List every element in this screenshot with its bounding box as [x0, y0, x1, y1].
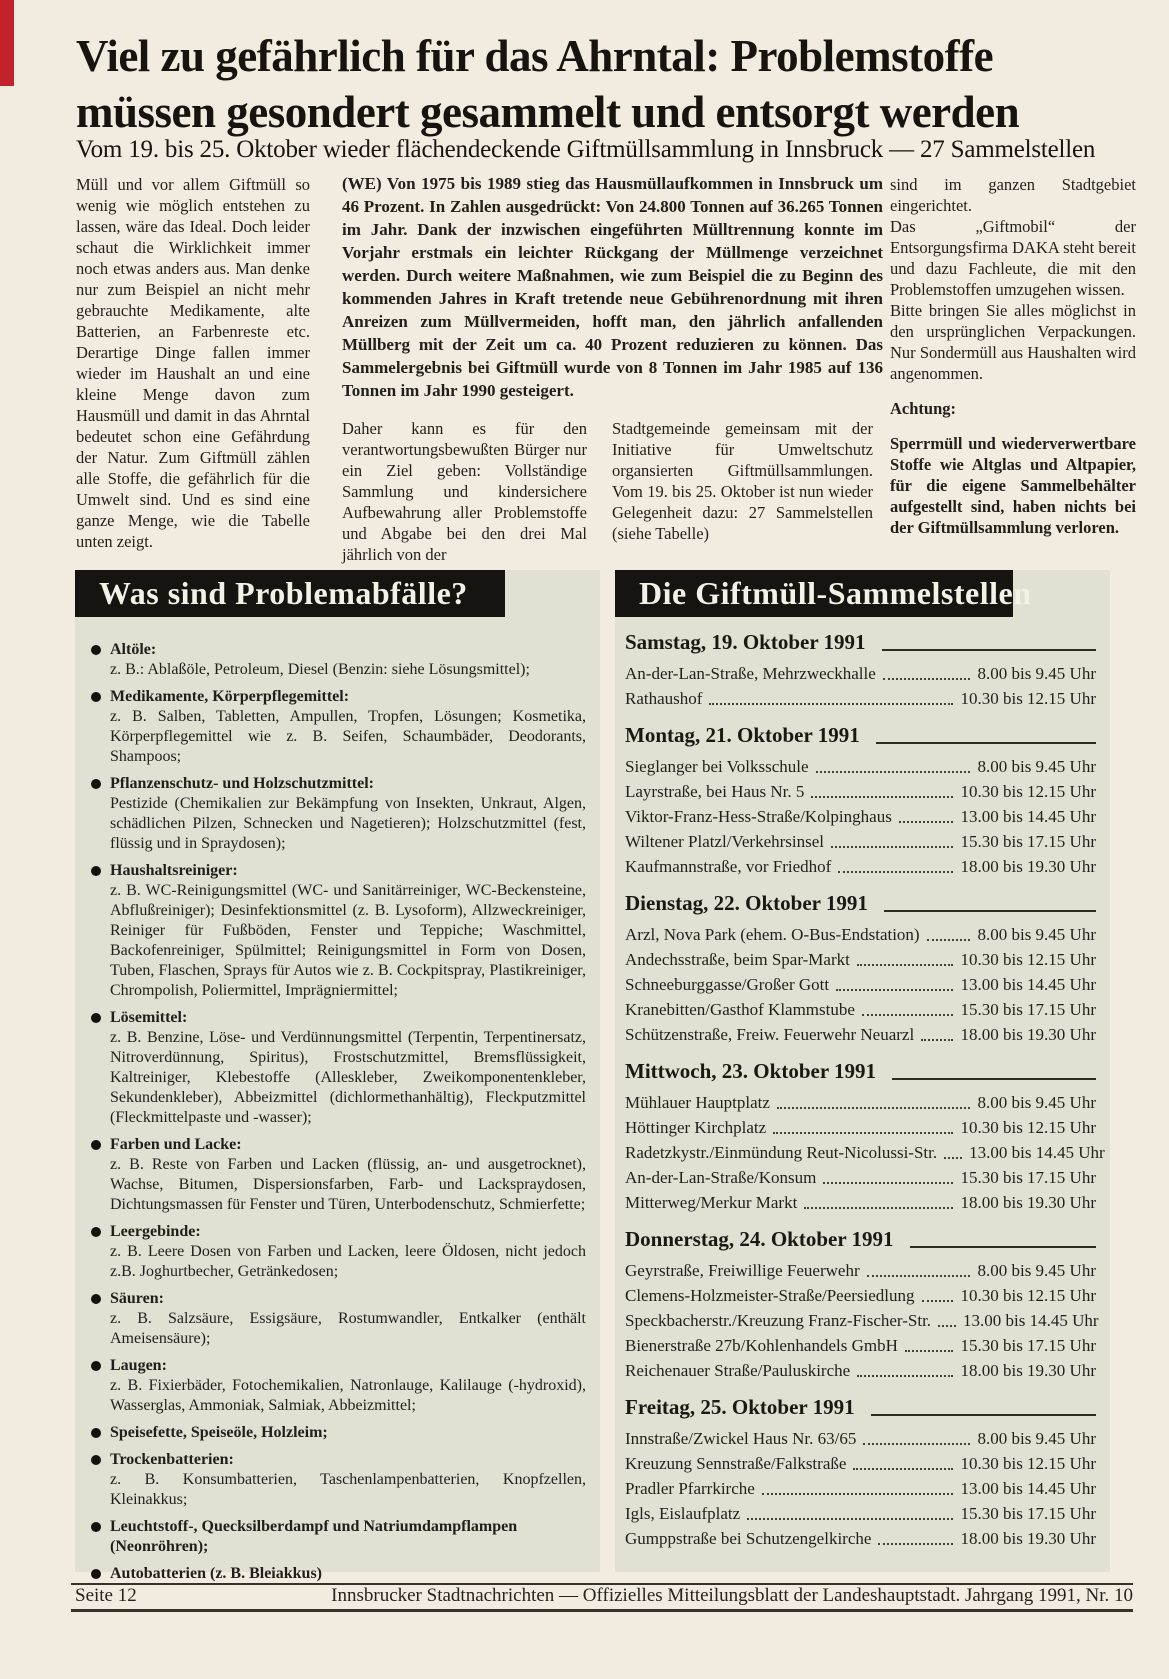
- schedule-day-monday: [625, 723, 1096, 879]
- problem-item-text: [110, 1517, 586, 1557]
- entry-time: 18.00 bis 19.30 Uhr: [960, 1361, 1096, 1380]
- problem-item: [83, 1423, 586, 1443]
- footer-rule-bottom: [71, 1609, 1133, 1612]
- day-underline: [884, 910, 1096, 912]
- day-heading: Samstag, 19. Oktober 1991: [625, 630, 866, 654]
- problem-item: [83, 861, 586, 1001]
- day-underline: [882, 649, 1096, 651]
- entry-time: 10.30 bis 12.15 Uhr: [960, 1454, 1096, 1473]
- article-paragraph: sind im ganzen Stadtgebiet eingerichtet.: [890, 175, 1136, 215]
- article-paragraph: Bitte bringen Sie alles möglichst in den ursprünglichen Verpackungen. Nur Sondermüll aus Haushalten wird angenommen.: [890, 301, 1136, 383]
- day-heading: Donnerstag, 24. Oktober 1991: [625, 1227, 894, 1251]
- entry-place: Speckbacherstr./Kreuzung Franz-Fischer-Str.: [625, 1311, 932, 1330]
- problem-item: [83, 1222, 586, 1282]
- schedule-entry: [625, 661, 1096, 686]
- problem-item-term: Säuren:: [110, 1290, 164, 1307]
- problem-item: [83, 1517, 586, 1557]
- schedule-entry: [625, 1090, 1096, 1115]
- day-entries: [625, 1258, 1099, 1383]
- red-margin-mark: [0, 0, 14, 86]
- schedule-day-wednesday: [625, 1059, 1105, 1215]
- bullet-icon: [91, 866, 101, 876]
- schedule-entry: [625, 1333, 1096, 1358]
- day-heading: Montag, 21. Oktober 1991: [625, 723, 860, 747]
- day-entries: [625, 754, 1096, 879]
- dot-leader: [883, 678, 971, 680]
- headline-line-1: Viel zu gefährlich für das Ahrntal: Problemstoffe: [76, 31, 994, 81]
- headline-line-2: müssen gesondert gesammelt und entsorgt werden: [76, 87, 1020, 137]
- problem-item: [83, 1135, 586, 1215]
- collection-points-panel: [615, 570, 1110, 1572]
- dot-leader: [747, 1518, 953, 1520]
- problem-item-term: Leergebinde:: [110, 1223, 201, 1240]
- dot-leader: [853, 1468, 953, 1470]
- achtung-title: Achtung:: [890, 399, 957, 418]
- problem-item-description: z. B.: Ablaßöle, Petroleum, Diesel (Benzin: siehe Lösungsmittel);: [110, 661, 530, 678]
- schedule-entry: [625, 754, 1096, 779]
- bullet-icon: [91, 1455, 101, 1465]
- problem-item-term: Pflanzenschutz- und Holzschutzmittel:: [110, 775, 374, 792]
- problem-item-description: z. B. Reste von Farben und Lacken (flüssig, an- und ausgetrocknet), Wachse, Bitumen, Dispersionsfarben, Farb- und Lackspraydosen, Dichtungsmassen für Fenster und Türen, Unterbodenschutz, Schmierfette;: [110, 1156, 586, 1213]
- schedule-entry: [625, 1140, 1105, 1165]
- bullet-icon: [91, 1361, 101, 1371]
- problem-item: [83, 1450, 586, 1510]
- problem-item-description: z. B. WC-Reinigungsmittel (WC- und Sanitärreiniger, WC-Beckensteine, Abflußreiniger); Desinfektionsmittel (z. B. Lysoform), Allzweckreiniger, Reiniger für Fußböden, Fenster und Teppiche; Waschmittel, Backofenreiniger, Spülmittel; Reinigungsmittel in Form von Dosen, Tuben, Flaschen, Sprays für Autos wie z. B. Cockpitspray, Plastikreiniger, Chrompolish, Poliermittel, Imprägniermittel;: [110, 882, 586, 999]
- collection-panel-title: Die Giftmüll-Sammelstellen: [639, 575, 1032, 611]
- entry-place: Igls, Eislaufplatz: [625, 1504, 741, 1523]
- bullet-icon: [91, 1428, 101, 1438]
- bullet-icon: [91, 1294, 101, 1304]
- subheadline: Vom 19. bis 25. Oktober wieder flächendeckende Giftmüllsammlung in Innsbruck — 27 Sammelstellen: [76, 136, 1096, 163]
- entry-place: Kreuzung Sennstraße/Falkstraße: [625, 1454, 847, 1473]
- dot-leader: [857, 964, 954, 966]
- entry-time: 18.00 bis 19.30 Uhr: [960, 1529, 1096, 1548]
- schedule-entry: [625, 947, 1096, 972]
- problem-item: [83, 774, 586, 854]
- day-entries: [625, 1426, 1096, 1551]
- day-heading: Mittwoch, 23. Oktober 1991: [625, 1059, 877, 1083]
- problem-item: [83, 640, 586, 680]
- day-entries: [625, 1090, 1105, 1215]
- problem-item-description: Pestizide (Chemikalien zur Bekämpfung von Insekten, Unkraut, Algen, schädlichen Pilzen, Schnecken und Nagetieren); Holzschutzmittel (fest, flüssig und in Spraydosen);: [110, 795, 586, 852]
- dot-leader: [811, 796, 953, 798]
- problem-item: [83, 1564, 586, 1584]
- dot-leader: [878, 1543, 953, 1545]
- schedule-day-tuesday: [625, 891, 1096, 1047]
- problem-item-term: Lösemittel:: [110, 1009, 188, 1026]
- entry-place: Mühlauer Hauptplatz: [625, 1093, 770, 1112]
- dot-leader: [922, 1300, 954, 1302]
- page-footer: [75, 1585, 1133, 1607]
- schedule-entry: [625, 1358, 1096, 1383]
- problem-item-description: z. B. Konsumbatterien, Taschenlampenbatterien, Knopfzellen, Kleinakkus;: [110, 1471, 586, 1508]
- day-underline: [871, 1414, 1096, 1416]
- problem-item-term: Medikamente, Körperpflegemittel:: [110, 688, 350, 705]
- problem-item: [83, 1289, 586, 1349]
- article-column-4: [890, 174, 1136, 538]
- day-entries: [625, 922, 1096, 1047]
- entry-time: 10.30 bis 12.15 Uhr: [960, 689, 1096, 708]
- problem-item-description: z. B. Leere Dosen von Farben und Lacken, leere Öldosen, nicht jedoch z.B. Joghurtbecher, Getränkedosen;: [110, 1243, 586, 1280]
- schedule-entry: [625, 854, 1096, 879]
- dot-leader: [762, 1493, 954, 1495]
- schedule-entry: [625, 1308, 1099, 1333]
- problem-item: [83, 1008, 586, 1128]
- entry-place: Reichenauer Straße/Pauluskirche: [625, 1361, 851, 1380]
- dot-leader: [921, 1039, 953, 1041]
- day-heading: Freitag, 25. Oktober 1991: [625, 1395, 855, 1419]
- entry-time: 13.00 bis 14.45 Uhr: [969, 1143, 1105, 1162]
- entry-time: 13.00 bis 14.45 Uhr: [960, 975, 1096, 994]
- entry-place: Mitterweg/Merkur Markt: [625, 1193, 798, 1212]
- entry-place: Sieglanger bei Volksschule: [625, 757, 809, 776]
- schedule-entry: [625, 922, 1096, 947]
- day-heading: Dienstag, 22. Oktober 1991: [625, 891, 868, 915]
- entry-place: Schneeburggasse/Großer Gott: [625, 975, 830, 994]
- schedule-day-saturday: [625, 630, 1096, 711]
- schedule-entry: [625, 779, 1096, 804]
- entry-place: Arzl, Nova Park (ehem. O-Bus-Endstation): [625, 925, 920, 944]
- schedule-day-friday: [625, 1395, 1096, 1551]
- entry-place: Gumppstraße bei Schutzengelkirche: [625, 1529, 872, 1548]
- article-paragraph: Müll und vor allem Giftmüll so wenig wie möglich entstehen zu lassen, wäre das Ideal. Doch leider schaut die Wirklichkeit immer noch etwas anders aus. Man denke nur zum Beispiel an nicht mehr gebrauchte Medikamente, alte Batterien, an Farbenreste etc. Derartige Dinge fallen immer wieder im Haushalt an und eine kleine Menge davon zum Hausmüll und damit in das Ahrntal bedeutet schon eine Gefährdung der Natur. Zum Giftmüll zählen alle Stoffe, die gefährlich für die Umwelt sind. Und es sind eine ganze Menge, wie die Tabelle unten zeigt.: [76, 175, 310, 551]
- day-entries: [625, 661, 1096, 711]
- problem-waste-panel: [75, 570, 600, 1582]
- schedule-entry: [625, 1426, 1096, 1451]
- entry-place: Kaufmannstraße, vor Friedhof: [625, 857, 832, 876]
- problem-item-text: [110, 861, 586, 1001]
- dot-leader: [816, 771, 971, 773]
- footer-publication: Innsbrucker Stadtnachrichten — Offizielles Mitteilungsblatt der Landeshauptstadt. Jahrgang 1991, Nr. 10: [331, 1585, 1133, 1606]
- problem-item: [83, 1356, 586, 1416]
- dot-leader: [709, 703, 953, 705]
- bullet-icon: [91, 1140, 101, 1150]
- entry-time: 8.00 bis 9.45 Uhr: [977, 664, 1096, 683]
- achtung-paragraph: Sperrmüll und wiederverwertbare Stoffe wie Altglas und Altpapier, für die eigene Sammelbehälter aufgestellt sind, haben nichts bei der Giftmüllsammlung verloren.: [890, 434, 1136, 537]
- entry-time: 18.00 bis 19.30 Uhr: [960, 1025, 1096, 1044]
- entry-time: 10.30 bis 12.15 Uhr: [960, 782, 1096, 801]
- problem-panel-title-bar: [75, 570, 505, 617]
- bullet-icon: [91, 1013, 101, 1023]
- bullet-icon: [91, 1522, 101, 1532]
- dot-leader: [938, 1325, 956, 1327]
- problem-item-description: z. B. Salzsäure, Essigsäure, Rostumwandler, Entkalker (enthält Ameisensäure);: [110, 1310, 586, 1347]
- schedule-entry: [625, 997, 1096, 1022]
- dot-leader: [773, 1132, 953, 1134]
- article-subcolumns: [342, 418, 883, 565]
- entry-place: Schützenstraße, Freiw. Feuerwehr Neuarzl: [625, 1025, 915, 1044]
- article-middle-block: [342, 172, 883, 565]
- dot-leader: [862, 1014, 954, 1016]
- entry-time: 13.00 bis 14.45 Uhr: [960, 1479, 1096, 1498]
- dot-leader: [831, 846, 953, 848]
- entry-time: 10.30 bis 12.15 Uhr: [960, 1286, 1096, 1305]
- entry-time: 15.30 bis 17.15 Uhr: [960, 1504, 1096, 1523]
- day-underline: [892, 1078, 1096, 1080]
- entry-place: Wiltener Platzl/Verkehrsinsel: [625, 832, 825, 851]
- entry-place: An-der-Lan-Straße, Mehrzweckhalle: [625, 664, 876, 683]
- article-column-1: [76, 174, 310, 552]
- entry-place: Höttinger Kirchplatz: [625, 1118, 767, 1137]
- dot-leader: [838, 871, 953, 873]
- problem-item-term: Leuchtstoff-, Quecksilberdampf und Natriumdampflampen (Neonröhren);: [110, 1518, 518, 1555]
- entry-place: Radetzkystr./Einmündung Reut-Nicolussi-Str.: [625, 1143, 938, 1162]
- problem-item-text: [110, 1289, 586, 1349]
- problem-item-term: Laugen:: [110, 1357, 167, 1374]
- problem-item-term: Speisefette, Speiseöle, Holzleim;: [110, 1424, 328, 1441]
- entry-time: 13.00 bis 14.45 Uhr: [960, 807, 1096, 826]
- dot-leader: [836, 989, 953, 991]
- collection-schedule: [625, 630, 1105, 1563]
- footer-page-number: Seite 12: [75, 1585, 137, 1606]
- problem-item-text: [110, 640, 586, 680]
- problem-item-text: [110, 1450, 586, 1510]
- entry-time: 10.30 bis 12.15 Uhr: [960, 950, 1096, 969]
- day-underline: [910, 1246, 1096, 1248]
- bullet-icon: [91, 1227, 101, 1237]
- schedule-entry: [625, 1022, 1096, 1047]
- entry-place: Pradler Pfarrkirche: [625, 1479, 755, 1498]
- article-column-3: [612, 418, 873, 565]
- dot-leader: [863, 1443, 970, 1445]
- article-column-2: [342, 418, 587, 565]
- entry-place: Rathaushof: [625, 689, 703, 708]
- article-paragraph: Das „Giftmobil“ der Entsorgungsfirma DAKA steht bereit und dazu Fachleute, die mit den Problemstoffen umzugehen wissen.: [890, 217, 1136, 299]
- dot-leader: [867, 1275, 971, 1277]
- bullet-icon: [91, 692, 101, 702]
- entry-place: Kranebitten/Gasthof Klammstube: [625, 1000, 855, 1019]
- problem-item-text: [110, 1008, 586, 1128]
- schedule-entry: [625, 1258, 1096, 1283]
- problem-panel-title: Was sind Problemabfälle?: [99, 575, 468, 611]
- problem-item-text: [110, 1356, 586, 1416]
- entry-time: 15.30 bis 17.15 Uhr: [960, 1168, 1096, 1187]
- entry-time: 18.00 bis 19.30 Uhr: [960, 1193, 1096, 1212]
- entry-place: Innstraße/Zwickel Haus Nr. 63/65: [625, 1429, 857, 1448]
- schedule-entry: [625, 804, 1096, 829]
- entry-place: Layrstraße, bei Haus Nr. 5: [625, 782, 805, 801]
- dot-leader: [905, 1350, 954, 1352]
- entry-time: 13.00 bis 14.45 Uhr: [963, 1311, 1099, 1330]
- problem-item-term: Autobatterien (z. B. Bleiakkus): [110, 1565, 322, 1582]
- entry-place: Viktor-Franz-Hess-Straße/Kolpinghaus: [625, 807, 892, 826]
- schedule-entry: [625, 972, 1096, 997]
- problem-item-description: z. B. Fixierbäder, Fotochemikalien, Natronlauge, Kalilauge (-hydroxid), Wasserglas, Ammoniak, Salmiak, Abbeizmittel;: [110, 1377, 586, 1414]
- headline: [76, 28, 1019, 140]
- dot-leader: [804, 1207, 953, 1209]
- article-paragraph: Daher kann es für den verantwortungsbewußten Bürger nur ein Ziel geben: Vollständige Sammlung und kindersichere Aufbewahrung aller Problemstoffe und Abgabe bei den drei Mal jährlich von der: [342, 419, 587, 564]
- problem-item-list: [83, 640, 586, 1591]
- entry-time: 15.30 bis 17.15 Uhr: [960, 832, 1096, 851]
- schedule-entry: [625, 1451, 1096, 1476]
- problem-item: [83, 687, 586, 767]
- schedule-day-thursday: [625, 1227, 1099, 1383]
- entry-place: Andechsstraße, beim Spar-Markt: [625, 950, 850, 969]
- entry-time: 8.00 bis 9.45 Uhr: [977, 925, 1096, 944]
- dot-leader: [944, 1157, 962, 1159]
- schedule-entry: [625, 686, 1096, 711]
- schedule-entry: [625, 1283, 1096, 1308]
- entry-time: 15.30 bis 17.15 Uhr: [960, 1336, 1096, 1355]
- schedule-entry: [625, 829, 1096, 854]
- day-underline: [876, 742, 1096, 744]
- problem-item-text: [110, 1423, 586, 1443]
- schedule-entry: [625, 1190, 1096, 1215]
- entry-time: 10.30 bis 12.15 Uhr: [960, 1118, 1096, 1137]
- problem-item-term: Altöle:: [110, 641, 157, 658]
- problem-item-term: Farben und Lacke:: [110, 1136, 242, 1153]
- dot-leader: [823, 1182, 953, 1184]
- schedule-entry: [625, 1501, 1096, 1526]
- dot-leader: [927, 939, 971, 941]
- problem-item-text: [110, 774, 586, 854]
- schedule-entry: [625, 1115, 1096, 1140]
- dot-leader: [899, 821, 954, 823]
- entry-time: 8.00 bis 9.45 Uhr: [977, 757, 1096, 776]
- problem-item-term: Haushaltsreiniger:: [110, 862, 238, 879]
- collection-panel-title-bar: [615, 570, 1032, 617]
- schedule-entry: [625, 1476, 1096, 1501]
- bullet-icon: [91, 779, 101, 789]
- entry-place: An-der-Lan-Straße/Konsum: [625, 1168, 817, 1187]
- problem-item-description: z. B. Salben, Tabletten, Ampullen, Tropfen, Lösungen; Kosmetika, Körperpflegemittel wie z. B. Seifen, Schaumbäder, Deodorants, Shampoos;: [110, 708, 586, 765]
- entry-time: 18.00 bis 19.30 Uhr: [960, 857, 1096, 876]
- problem-item-text: [110, 1222, 586, 1282]
- entry-place: Clemens-Holzmeister-Straße/Peersiedlung: [625, 1286, 915, 1305]
- lead-paragraph: (WE) Von 1975 bis 1989 stieg das Hausmüllaufkommen in Innsbruck um 46 Prozent. In Zahlen ausgedrückt: Von 24.800 Tonnen auf 36.265 Tonnen im Jahr. Dank der inzwischen eingeführten Mülltrennung konnte im Vorjahr erstmals ein leichter Rückgang der Müllmenge verzeichnet werden. Durch weitere Maßnahmen, wie zum Beispiel die zu Beginn des kommenden Jahres in Kraft tretende neue Gebührenordnung mit ihren Anreizen zum Müllvermeiden, hofft man, den jährlich anfallenden Müllberg mit der Zeit um ca. 40 Prozent reduzieren zu können. Das Sammelergebnis bei Giftmüll wurde von 8 Tonnen im Jahr 1985 auf 136 Tonnen im Jahr 1990 gesteigert.: [342, 174, 883, 400]
- schedule-entry: [625, 1165, 1096, 1190]
- problem-item-text: [110, 1135, 586, 1215]
- entry-place: Geyrstraße, Freiwillige Feuerwehr: [625, 1261, 860, 1280]
- entry-time: 8.00 bis 9.45 Uhr: [977, 1261, 1096, 1280]
- article-body: [76, 172, 1136, 568]
- problem-item-text: [110, 1564, 586, 1584]
- schedule-entry: [625, 1526, 1096, 1551]
- problem-item-text: [110, 687, 586, 767]
- problem-item-description: z. B. Benzine, Löse- und Verdünnungsmittel (Terpentin, Terpentinersatz, Nitroverdünnung, Spiritus), Frostschutzmittel, Bremsflüssigkeit, Kaltreiniger, Klebestoffe (Alleskleber, Zweikomponentenkleber, Sekundenkleber), Abbeizmittel (dichlormethanhältig), Fleckputzmittel (Fleckmittelpaste und -wasser);: [110, 1029, 586, 1126]
- entry-time: 15.30 bis 17.15 Uhr: [960, 1000, 1096, 1019]
- entry-time: 8.00 bis 9.45 Uhr: [977, 1093, 1096, 1112]
- problem-item-term: Trockenbatterien:: [110, 1451, 234, 1468]
- entry-time: 8.00 bis 9.45 Uhr: [977, 1429, 1096, 1448]
- bullet-icon: [91, 645, 101, 655]
- dot-leader: [777, 1107, 971, 1109]
- entry-place: Bienerstraße 27b/Kohlenhandels GmbH: [625, 1336, 898, 1355]
- dot-leader: [857, 1375, 953, 1377]
- article-paragraph: Stadtgemeinde gemeinsam mit der Initiative für Umweltschutz organsierten Giftmüllsammlungen. Vom 19. bis 25. Oktober ist nun wieder Gelegenheit dazu: 27 Sammelstellen (siehe Tabelle): [612, 419, 873, 543]
- bullet-icon: [91, 1569, 101, 1579]
